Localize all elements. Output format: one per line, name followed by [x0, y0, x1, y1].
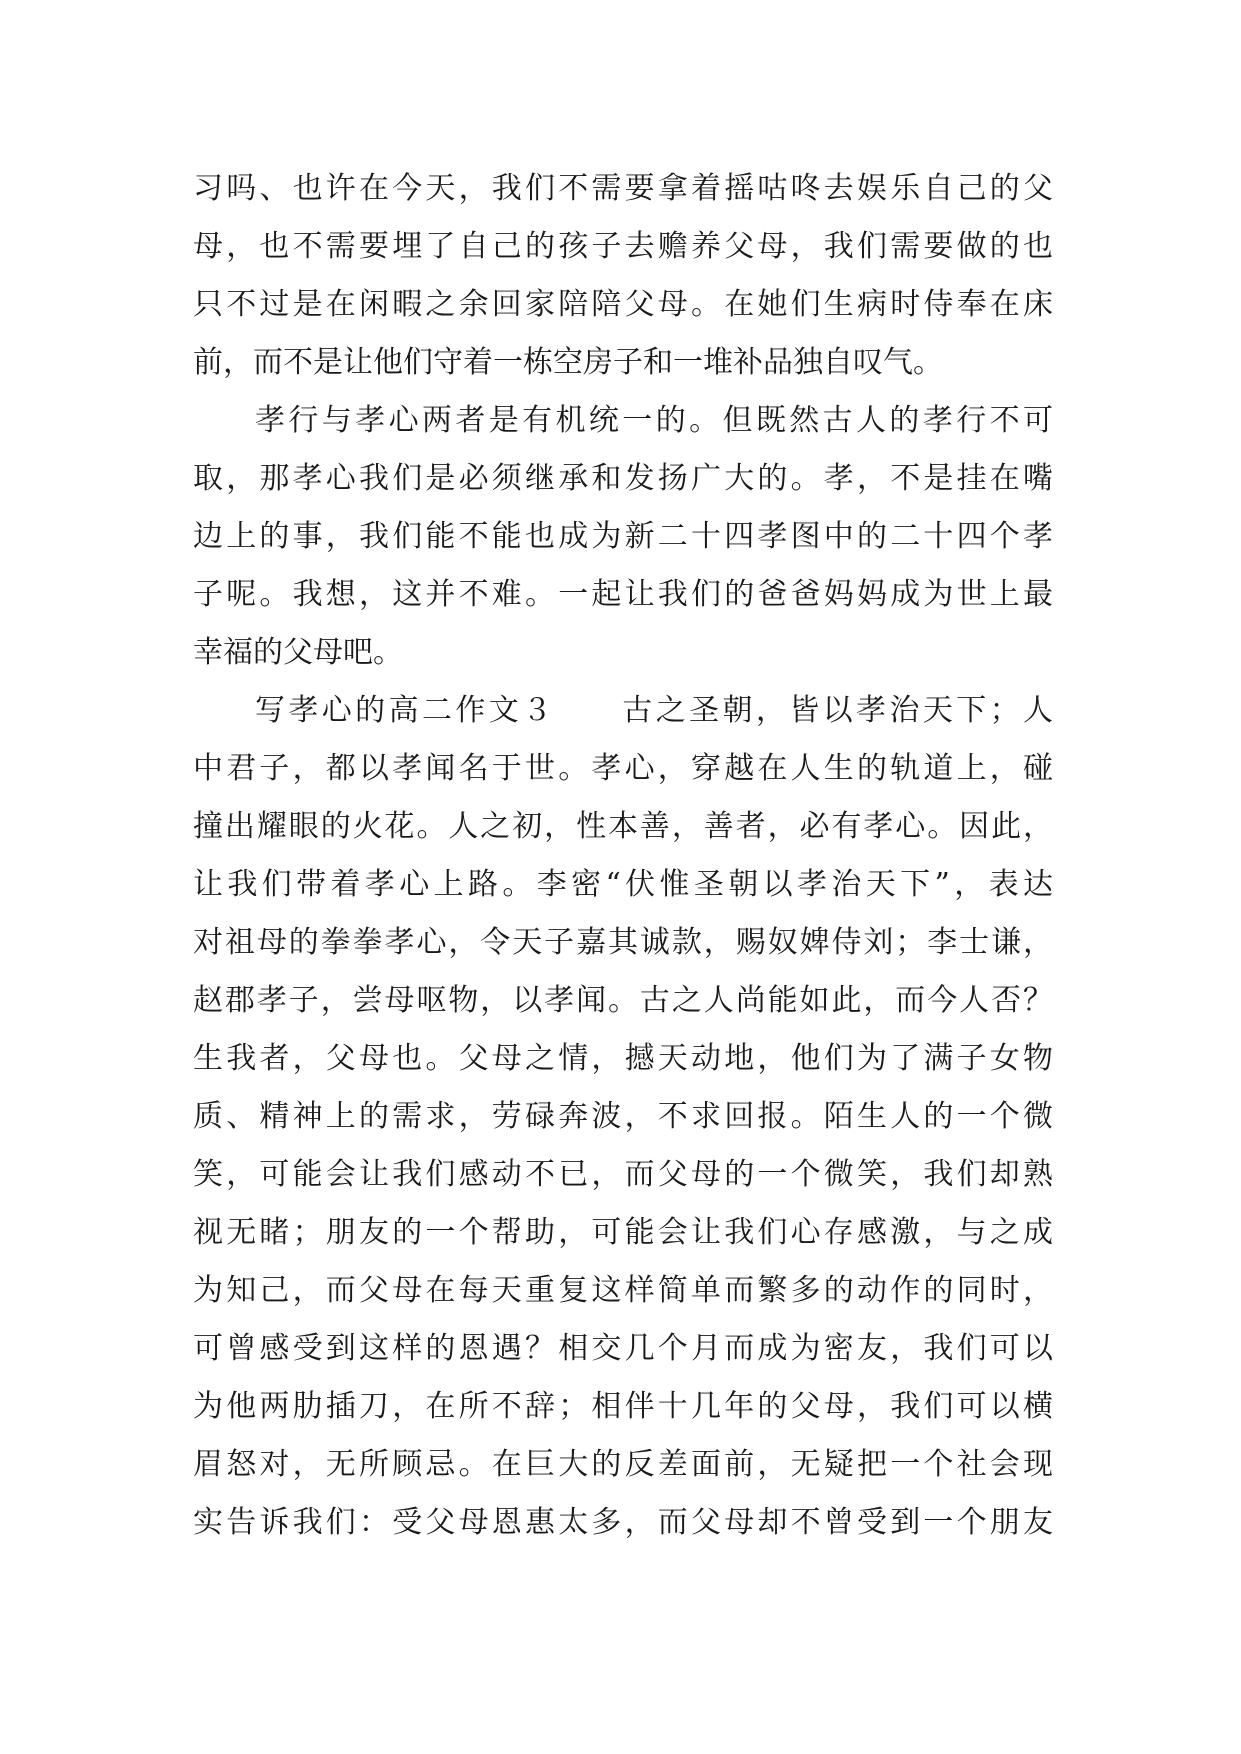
text-line: 为知己，而父母在每天重复这样简单而繁多的动作的同时，	[193, 1273, 1053, 1308]
text-line: 笑，可能会让我们感动不已，而父母的一个微笑，我们却熟	[193, 1157, 1053, 1192]
text-line: 眉怒对，无所顾忌。在巨大的反差面前，无疑把一个社会现	[193, 1447, 1053, 1482]
text-line: 质、精神上的需求，劳碌奔波，不求回报。陌生人的一个微	[193, 1099, 1053, 1134]
text-line: 为他两肋插刀，在所不辞；相伴十几年的父母，我们可以横	[193, 1389, 1053, 1424]
body-text	[193, 160, 1053, 1552]
text-line: 实告诉我们：受父母恩惠太多，而父母却不曾受到一个朋友	[193, 1505, 1053, 1540]
text-line: 习吗、也许在今天，我们不需要拿着摇咕咚去娱乐自己的父	[193, 171, 1053, 206]
text-line: 边上的事，我们能不能也成为新二十四孝图中的二十四个孝	[193, 519, 1053, 554]
text-line: 赵郡孝子，尝母呕物，以孝闻。古之人尚能如此，而今人否？	[193, 983, 1053, 1018]
text-line: 子呢。我想，这并不难。一起让我们的爸爸妈妈成为世上最	[193, 577, 1053, 612]
text-line: 幸福的父母吧。	[193, 635, 403, 670]
text-line: 撞出耀眼的火花。人之初，性本善，善者，必有孝心。因此，	[193, 809, 1053, 844]
text-line: 中君子，都以孝闻名于世。孝心，穿越在人生的轨道上，碰	[193, 751, 1053, 786]
text-line: 孝行与孝心两者是有机统一的。但既然古人的孝行不可	[255, 403, 1053, 438]
text-line: 视无睹；朋友的一个帮助，可能会让我们心存感激，与之成	[193, 1215, 1053, 1250]
text-line: 母，也不需要埋了自己的孩子去赡养父母，我们需要做的也	[193, 229, 1053, 264]
text-line: 前，而不是让他们守着一栋空房子和一堆补品独自叹气。	[193, 345, 943, 380]
text-line: 取，那孝心我们是必须继承和发扬广大的。孝，不是挂在嘴	[193, 461, 1053, 496]
text-line: 生我者，父母也。父母之情，撼天动地，他们为了满子女物	[193, 1041, 1053, 1076]
section-heading-line: 写孝心的高二作文３ 古之圣朝，皆以孝治天下；人	[255, 693, 1053, 728]
text-line: 让我们带着孝心上路。李密“伏惟圣朝以孝治天下”，表达	[193, 867, 1053, 902]
text-line: 可曾感受到这样的恩遇？相交几个月而成为密友，我们可以	[193, 1331, 1053, 1366]
text-line: 对祖母的拳拳孝心，令天子嘉其诚款，赐奴婢侍刘；李士谦，	[193, 925, 1053, 960]
text-line: 只不过是在闲暇之余回家陪陪父母。在她们生病时侍奉在床	[193, 287, 1053, 322]
